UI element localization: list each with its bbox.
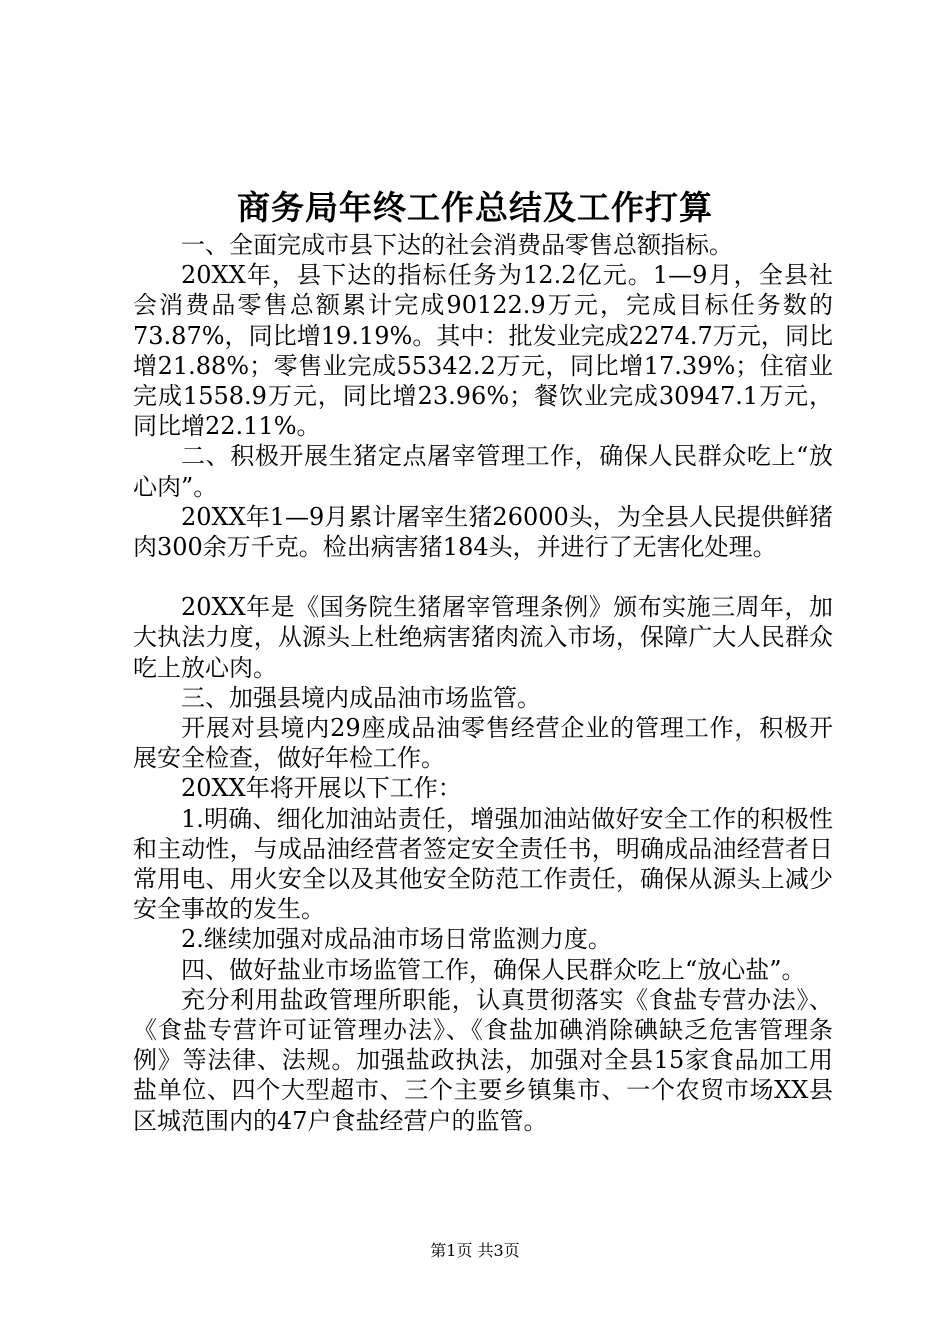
paragraph-oil-management: 开展对县境内29座成品油零售经营企业的管理工作，积极开展安全检查，做好年检工作。: [133, 714, 833, 773]
document-body: [133, 230, 833, 1136]
section-heading-3: 三、加强县境内成品油市场监管。: [181, 683, 541, 712]
paragraph-salt-supervision: 充分利用盐政管理所职能，认真贯彻落实《食盐专营办法》、《食盐专营许可证管理办法》、《食盐加碘消除碘缺乏危害管理条例》等法律、法规。加强盐政执法，加强对全县15家食品加工用盐单位、四个大型超市、三个主要乡镇集市、一个农贸市场XX县区城范围内的47户食盐经营户的监管。: [133, 985, 833, 1135]
section-heading-4: 四、做好盐业市场监管工作，确保人民群众吃上“放心盐”。: [181, 955, 806, 984]
document-title: 商务局年终工作总结及工作打算: [237, 188, 713, 227]
section-heading-2: 二、积极开展生猪定点屠宰管理工作，确保人民群众吃上“放心肉”。: [133, 442, 833, 501]
list-item-2: 2.继续加强对成品油市场日常监测力度。: [181, 925, 612, 954]
paragraph-plan-intro: 20XX年将开展以下工作：: [181, 774, 462, 803]
paragraph-slaughter-stats: 20XX年1—9月累计屠宰生猪26000头，为全县人民提供鲜猪肉300余万千克。检出病害猪184头，并进行了无害化处理。: [133, 502, 833, 562]
paragraph-slaughter-regulation: 20XX年是《国务院生猪屠宰管理条例》颁布实施三周年，加大执法力度，从源头上杜绝病害猪肉流入市场，保障广大人民群众吃上放心肉。: [133, 593, 833, 682]
page-footer: 第1页 共3页: [430, 1241, 520, 1260]
list-item-1: 1.明确、细化加油站责任，增强加油站做好安全工作的积极性和主动性，与成品油经营者签定安全责任书，明确成品油经营者日常用电、用火安全以及其他安全防范工作责任，确保从源头上减少安全事故的发生。: [133, 804, 833, 924]
paragraph-retail-sales: 20XX年，县下达的指标任务为12.2亿元。1—9月，全县社会消费品零售总额累计完成90122.9万元，完成目标任务数的73.87%，同比增19.19%。其中：批发业完成2274.7万元，同比增21.88%；零售业完成55342.2万元，同比增17.39%；住宿业完成1558.9万元，同比增23.96%；餐饮业完成30947.1万元，同比增22.11%。: [133, 261, 833, 441]
section-heading-1: 一、全面完成市县下达的社会消费品零售总额指标。: [181, 231, 733, 259]
